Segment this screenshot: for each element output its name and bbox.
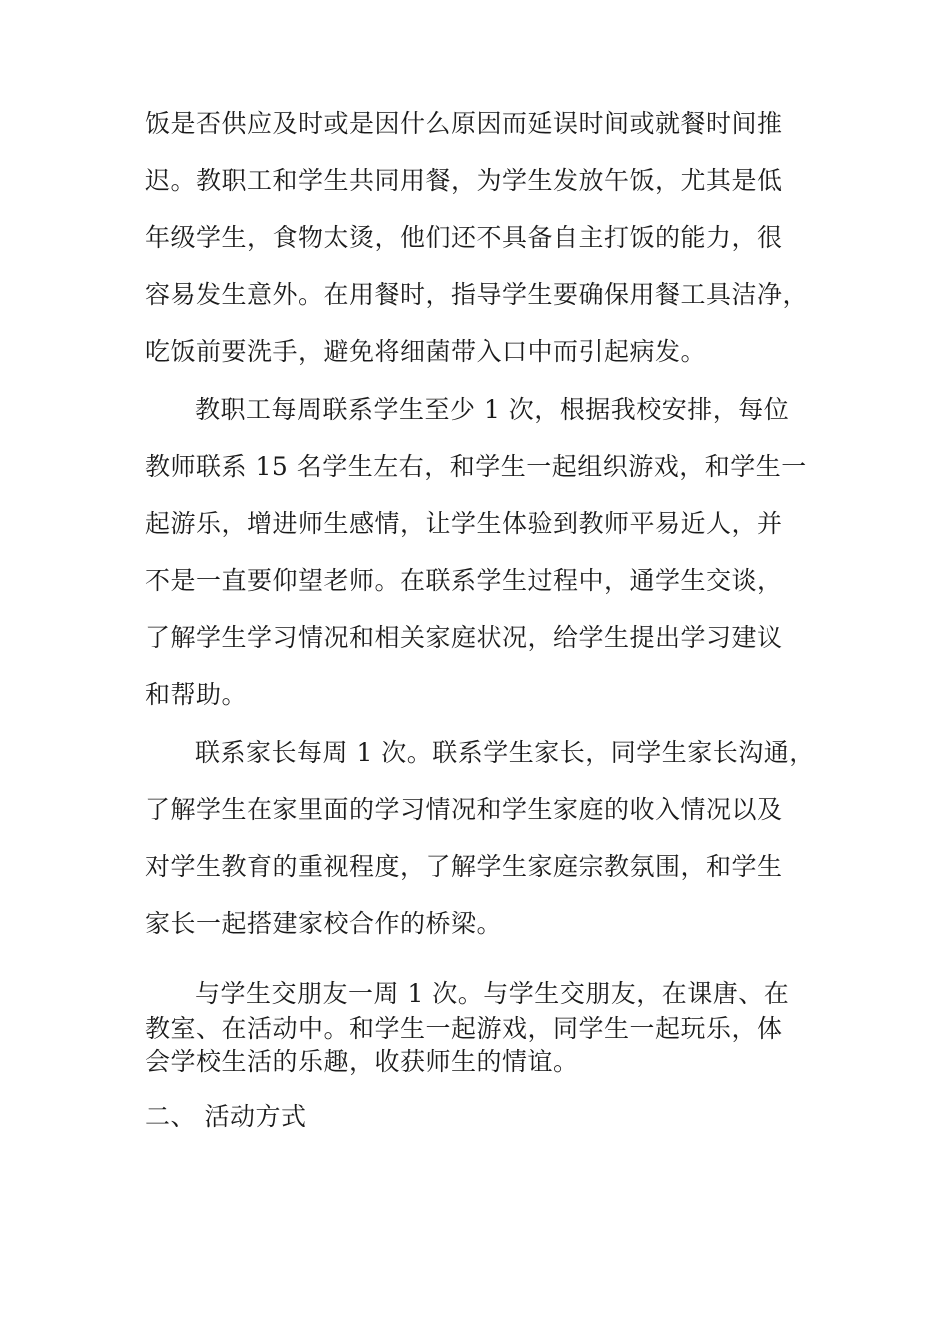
- paragraph-2-line-1: 教职工每周联系学生至少 1 次，根据我校安排，每位: [195, 395, 790, 424]
- paragraph-4-line-3: 会学校生活的乐趣，收获师生的情谊。: [145, 1047, 579, 1076]
- paragraph-3-line-2: 了解学生在家里面的学习情况和学生家庭的收入情况以及: [145, 795, 783, 824]
- paragraph-3-line-4: 家长一起搭建家校合作的桥梁。: [145, 909, 503, 938]
- paragraph-1-line-2: 迟。教职工和学生共同用餐，为学生发放午饭，尤其是低: [145, 166, 783, 195]
- paragraph-2-line-5: 了解学生学习情况和相关家庭状况，给学生提出学习建议: [145, 623, 783, 652]
- paragraph-3-line-3: 对学生教育的重视程度，了解学生家庭宗教氛围，和学生: [145, 852, 783, 881]
- paragraph-4-line-2: 教室、在活动中。和学生一起游戏，同学生一起玩乐，体: [145, 1014, 783, 1043]
- paragraph-1-line-1: 饭是否供应及时或是因什么原因而延误时间或就餐时间推: [145, 109, 783, 138]
- paragraph-2-line-6: 和帮助。: [145, 680, 248, 709]
- paragraph-2-line-3: 起游乐，增进师生感情，让学生体验到教师平易近人，并: [145, 509, 783, 538]
- paragraph-1-line-5: 吃饭前要洗手，避免将细菌带入口中而引起病发。: [145, 337, 707, 366]
- paragraph-1-line-3: 年级学生，食物太烫，他们还不具备自主打饭的能力，很: [145, 223, 783, 252]
- paragraph-3-line-1: 联系家长每周 1 次。联系学生家长，同学生家长沟通，: [195, 738, 815, 767]
- paragraph-2-line-4: 不是一直要仰望老师。在联系学生过程中，通学生交谈，: [145, 566, 783, 595]
- paragraph-4-line-1: 与学生交朋友一周 1 次。与学生交朋友，在课唐、在: [195, 979, 790, 1008]
- paragraph-1-line-4: 容易发生意外。在用餐时，指导学生要确保用餐工具洁净，: [145, 280, 809, 309]
- section-heading: 二、 活动方式: [145, 1102, 307, 1131]
- paragraph-2-line-2: 教师联系 15 名学生左右，和学生一起组织游戏，和学生一: [145, 452, 807, 481]
